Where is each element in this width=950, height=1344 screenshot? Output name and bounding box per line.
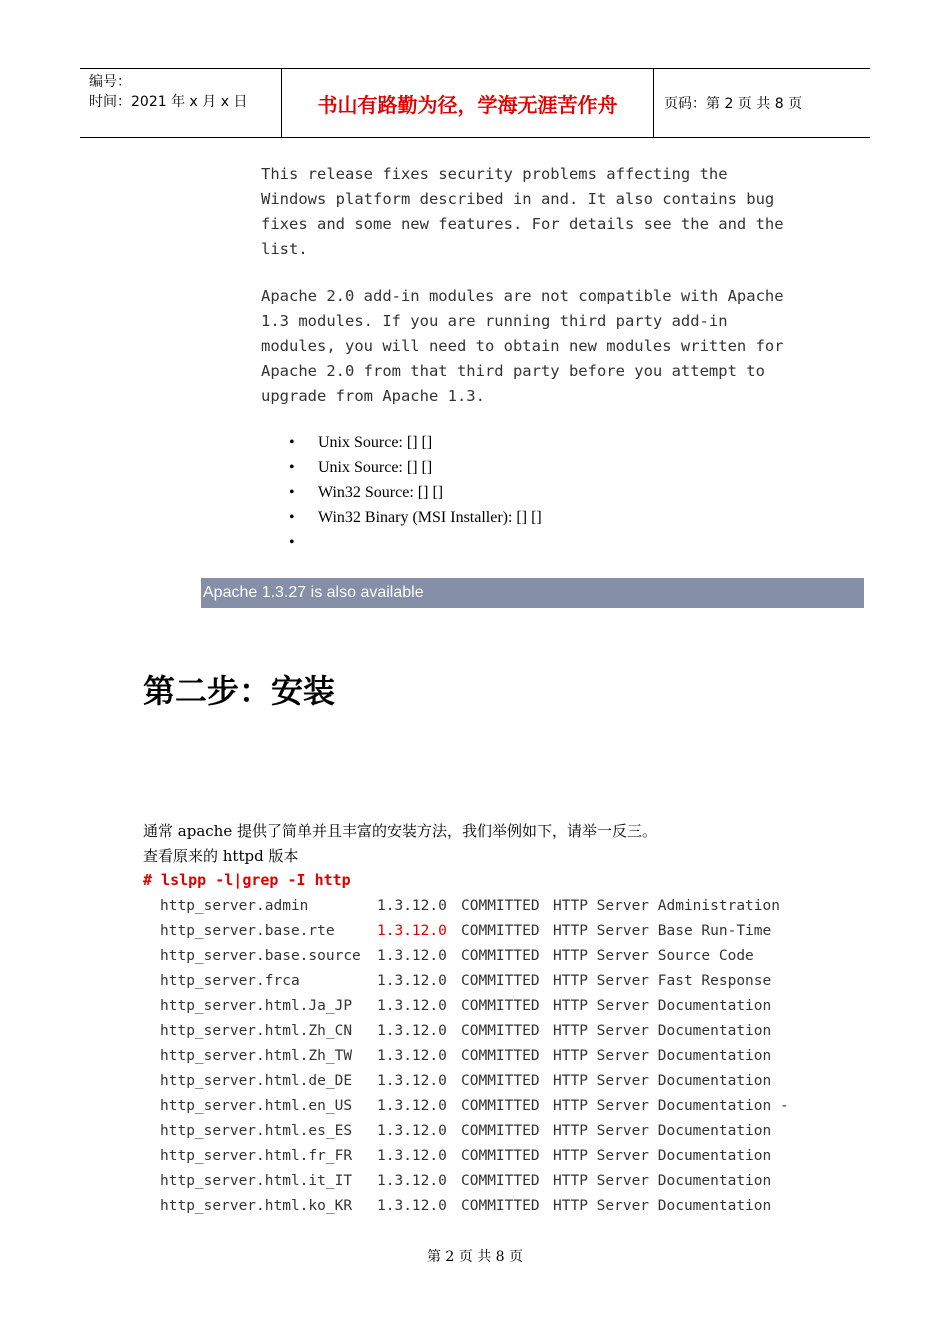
package-name: http_server.html.Ja_JP [160,998,353,1014]
package-name: http_server.html.Zh_TW [160,1048,353,1064]
bullet-icon: • [289,509,295,526]
package-version: 1.3.12.0 [377,1073,447,1089]
package-description: HTTP Server Documentation [553,1123,772,1139]
package-description: HTTP Server Documentation [553,1198,772,1214]
package-version: 1.3.12.0 [377,1048,447,1064]
package-version: 1.3.12.0 [377,973,447,989]
package-name: http_server.admin [160,898,309,914]
bullet-icon: • [289,534,295,551]
download-item-label[interactable]: Unix Source: [] [] [318,434,433,451]
package-version: 1.3.12.0 [377,998,447,1014]
package-description: HTTP Server Source Code [553,948,754,964]
package-state: COMMITTED [461,1123,540,1139]
package-description: HTTP Server Documentation - [553,1098,789,1114]
package-name: http_server.html.ko_KR [160,1198,353,1214]
header-meta [80,69,282,137]
package-state: COMMITTED [461,1073,540,1089]
number-label: 编号： [89,74,131,90]
body-line-1: 通常 apache 提供了简单并且丰富的安装方法，我们举例如下，请举一反三。 [143,822,657,840]
package-description: HTTP Server Documentation [553,1148,772,1164]
intro-paragraph-2: Apache 2.0 add-in modules are not compatible with Apache 1.3 modules. If you are running third party add-in modules, you will need to obtain new modules written for Apache 2.0 from that third party before you attempt to upgrade from Apache 1.3. [261,287,784,405]
bullet-icon: • [289,459,295,476]
package-state: COMMITTED [461,1148,540,1164]
package-name: http_server.html.fr_FR [160,1148,353,1164]
package-state: COMMITTED [461,998,540,1014]
package-version: 1.3.12.0 [377,1148,447,1164]
package-state: COMMITTED [461,948,540,964]
package-name: http_server.html.de_DE [160,1073,353,1089]
download-list [289,430,542,555]
package-version: 1.3.12.0 [377,898,447,914]
package-name: http_server.base.rte [160,923,335,939]
package-version: 1.3.12.0 [377,1173,447,1189]
package-state: COMMITTED [461,898,540,914]
time-label: 时间：2021 年 x 月 x 日 [89,94,248,110]
package-name: http_server.html.es_ES [160,1123,353,1139]
package-state: COMMITTED [461,1048,540,1064]
package-description: HTTP Server Documentation [553,998,772,1014]
download-item [289,455,542,480]
package-state: COMMITTED [461,1023,540,1039]
package-name: http_server.base.source [160,948,361,964]
download-item [289,480,542,505]
apache-1-3-27-banner[interactable]: Apache 1.3.27 is also available [201,578,864,608]
package-state: COMMITTED [461,923,540,939]
package-description: HTTP Server Documentation [553,1073,772,1089]
package-description: HTTP Server Fast Response [553,973,772,989]
package-description: HTTP Server Administration [553,898,780,914]
package-version: 1.3.12.0 [377,923,447,939]
package-state: COMMITTED [461,1198,540,1214]
package-name: http_server.html.en_US [160,1098,353,1114]
step-title: 第二步：安装 [143,672,336,710]
package-version: 1.3.12.0 [377,1198,447,1214]
package-description: HTTP Server Base Run-Time [553,923,772,939]
package-description: HTTP Server Documentation [553,1048,772,1064]
command-line: # lslpp -l|grep -I http [143,871,351,889]
header-page-label: 页码：第 2 页 共 8 页 [664,96,803,112]
package-description: HTTP Server Documentation [553,1023,772,1039]
download-item [289,505,542,530]
download-item-label[interactable]: Unix Source: [] [] [318,459,433,476]
header-motto: 书山有路勤为径，学海无涯苦作舟 [282,69,654,137]
package-name: http_server.frca [160,973,300,989]
package-version: 1.3.12.0 [377,1023,447,1039]
package-description: HTTP Server Documentation [553,1173,772,1189]
package-state: COMMITTED [461,1173,540,1189]
body-line-2: 查看原来的 httpd 版本 [143,847,299,865]
download-item-label[interactable]: Win32 Binary (MSI Installer): [] [] [318,509,542,526]
intro-paragraph-1: This release fixes security problems affecting the Windows platform described in and. It also contains bug fixes and some new features. For details see the and the list. [261,165,784,258]
package-state: COMMITTED [461,973,540,989]
page-header [80,68,870,138]
package-version: 1.3.12.0 [377,1123,447,1139]
package-state: COMMITTED [461,1098,540,1114]
package-name: http_server.html.Zh_CN [160,1023,353,1039]
download-item [289,530,542,555]
bullet-icon: • [289,434,295,451]
package-name: http_server.html.it_IT [160,1173,353,1189]
download-item-label[interactable]: Win32 Source: [] [] [318,484,444,501]
package-version: 1.3.12.0 [377,948,447,964]
bullet-icon: • [289,484,295,501]
page-footer: 第 2 页 共 8 页 [426,1249,524,1265]
package-version: 1.3.12.0 [377,1098,447,1114]
download-item [289,430,542,455]
